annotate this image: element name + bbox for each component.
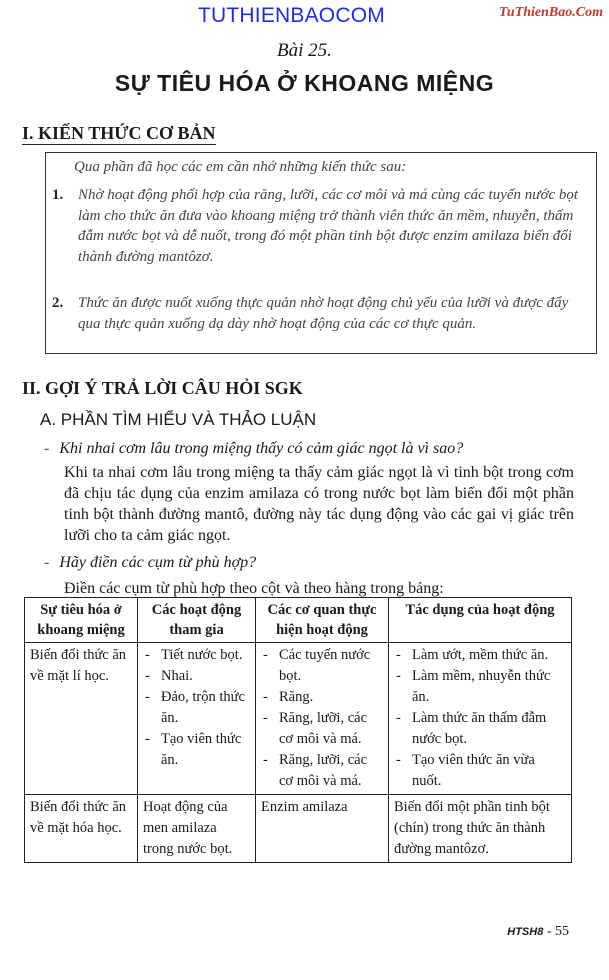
- answer-2-intro: Điền các cụm từ phù hợp theo cột và theo hàng trong bảng:: [64, 580, 444, 597]
- site-logo[interactable]: TuThienBao.Com: [498, 5, 603, 20]
- list-item: - Răng, lưỡi, các cơ môi và má.: [261, 750, 383, 792]
- table-header: Các cơ quan thực hiện hoạt động: [256, 598, 389, 643]
- page-footer: [507, 924, 569, 940]
- lesson-number: Bài 25.: [277, 40, 332, 61]
- table-cell: [256, 643, 389, 795]
- knowledge-intro: Qua phần đã học các em cần nhớ những kiến thức sau:: [74, 159, 407, 175]
- table-cell: [389, 643, 572, 795]
- table-cell: [138, 643, 256, 795]
- table-header: Sự tiêu hóa ở khoang miệng: [25, 598, 138, 643]
- table-cell: Biến đổi một phần tinh bột (chín) trong thức ăn thành đường mantôzơ.: [389, 795, 572, 863]
- table-header: Tác dụng của hoạt động: [389, 598, 572, 643]
- knowledge-box: [45, 152, 597, 354]
- knowledge-item-number: 2.: [52, 295, 64, 311]
- table-header: Các hoạt động tham gia: [138, 598, 256, 643]
- table-cell: Biến đổi thức ăn về mặt lí học.: [25, 643, 138, 795]
- knowledge-item: [52, 185, 580, 267]
- list-item: - Răng.: [261, 687, 383, 708]
- book-code: HTSH8: [507, 926, 544, 938]
- list-item: - Làm thức ăn thấm đẫm nước bọt.: [394, 708, 566, 750]
- knowledge-item: [52, 293, 580, 334]
- list-item: - Tiết nước bọt.: [143, 645, 250, 666]
- list-item: - Tạo viên thức ăn.: [143, 729, 250, 771]
- section2-heading: II. GỢI Ý TRẢ LỜI CÂU HỎI SGK: [22, 378, 303, 398]
- digestion-table: [24, 597, 572, 863]
- section1-heading: [22, 123, 216, 144]
- knowledge-item-text: Thức ăn được nuốt xuống thực quản nhờ hoạt động chủ yếu của lưỡi và được đẩy qua thực quản xuống dạ dày nhờ hoạt động của các cơ thực quản.: [78, 295, 569, 332]
- question-1-text: Khi nhai cơm lâu trong miệng thấy có cảm giác ngọt là vì sao?: [59, 440, 464, 457]
- list-item: - Làm mềm, nhuyễn thức ăn.: [394, 666, 566, 708]
- question-1: - Khi nhai cơm lâu trong miệng thấy có cảm giác ngọt là vì sao?: [44, 440, 464, 457]
- table-cell: Enzim amilaza: [256, 795, 389, 863]
- knowledge-item-number: 1.: [52, 187, 64, 203]
- site-header: [0, 2, 609, 32]
- list-item: - Nhai.: [143, 666, 250, 687]
- list-item: - Tạo viên thức ăn vừa nuốt.: [394, 750, 566, 792]
- table-row: [25, 643, 572, 795]
- question-2: - Hãy điền các cụm từ phù hợp?: [44, 554, 257, 571]
- answer-1: Khi ta nhai cơm lâu trong miệng ta thấy cảm giác ngọt là vì tinh bột trong cơm đã chịu tác dụng của enzim amilaza có trong nước bọt làm biến đổi một phần tinh bột thành đường mantô, đường này tác dụng động vào các gai vị giác trên lưỡi cho ta cảm giác ngọt.: [64, 464, 574, 544]
- lesson-title: SỰ TIÊU HÓA Ở KHOANG MIỆNG: [114, 70, 495, 96]
- subsection-heading: A. PHẦN TÌM HIỂU VÀ THẢO LUẬN: [40, 410, 317, 429]
- question-2-text: Hãy điền các cụm từ phù hợp?: [59, 554, 257, 571]
- list-item: - Các tuyến nước bọt.: [261, 645, 383, 687]
- page-number: - 55: [546, 924, 569, 939]
- knowledge-item-text: Nhờ hoạt động phối hợp của răng, lưỡi, các cơ môi và má cùng các tuyến nước bọt làm cho thức ăn đưa vào khoang miệng trở thành viên thức ăn mềm, nhuyễn, thấm đẫm nước bọt và dễ nuốt, trong đó một phần tinh bột được enzim amilaza biến đổi thành đường mantôzơ.: [78, 187, 579, 265]
- table-cell: Biến đổi thức ăn về mặt hóa học.: [25, 795, 138, 863]
- list-item: - Đảo, trộn thức ăn.: [143, 687, 250, 729]
- site-title[interactable]: TUTHIENBAOCOM: [198, 4, 385, 27]
- table-header-row: [25, 598, 572, 643]
- list-item: - Làm ướt, mềm thức ăn.: [394, 645, 566, 666]
- table-row: [25, 795, 572, 863]
- table-cell: Hoạt động của men amilaza trong nước bọt.: [138, 795, 256, 863]
- section1-heading-text: I. KIẾN THỨC CƠ BẢN: [22, 123, 216, 143]
- list-item: - Răng, lưỡi, các cơ môi và má.: [261, 708, 383, 750]
